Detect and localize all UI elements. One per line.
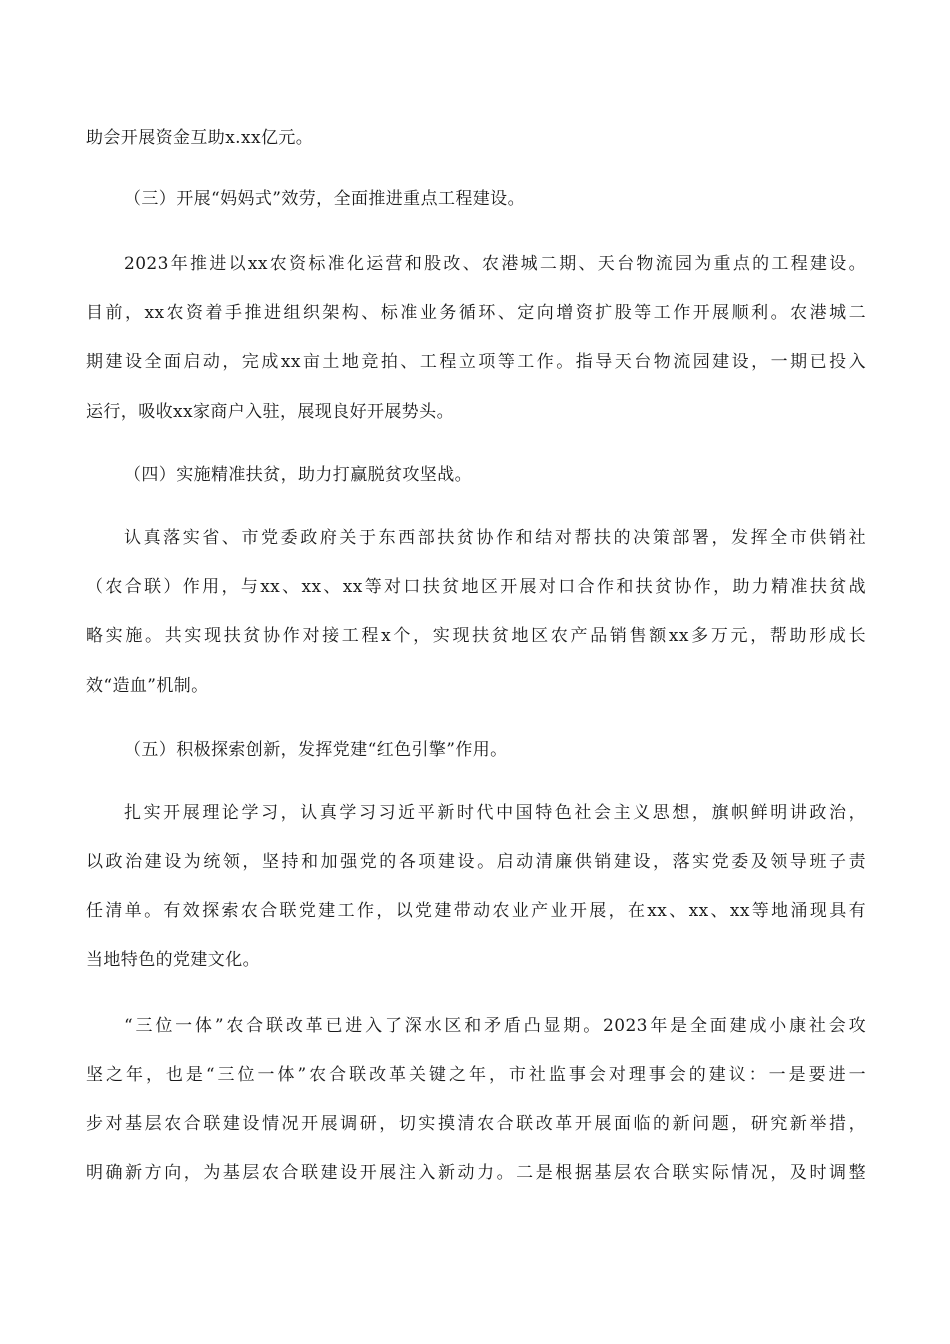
paragraph-line: 略实施。共实现扶贫协作对接工程x个，实现扶贫地区农产品销售额xx多万元，帮助形成长 <box>86 626 866 646</box>
paragraph-line: 以政治建设为统领，坚持和加强党的各项建设。启动清廉供销建设，落实党委及领导班子责 <box>86 852 866 872</box>
paragraph-line: （农合联）作用，与xx、xx、xx等对口扶贫地区开展对口合作和扶贫协作，助力精准扶贫战 <box>86 577 866 597</box>
paragraph-line: 步对基层农合联建设情况开展调研，切实摸清农合联改革开展面临的新问题，研究新举措， <box>86 1114 866 1134</box>
paragraph-line: 目前，xx农资着手推进组织架构、标准业务循环、定向增资扩股等工作开展顺利。农港城二 <box>86 303 866 323</box>
paragraph-line: “三位一体”农合联改革已进入了深水区和矛盾凸显期。2023年是全面建成小康社会攻 <box>124 1016 866 1036</box>
paragraph-line: 助会开展资金互助x.xx亿元。 <box>86 128 314 148</box>
paragraph-line: 2023年推进以xx农资标准化运营和股改、农港城二期、天台物流园为重点的工程建设。 <box>124 254 866 274</box>
section-heading-5: （五）积极探索创新，发挥党建“红色引擎”作用。 <box>124 740 508 760</box>
paragraph-line: 明确新方向，为基层农合联建设开展注入新动力。二是根据基层农合联实际情况，及时调整 <box>86 1163 866 1183</box>
section-heading-3: （三）开展“妈妈式”效劳，全面推进重点工程建设。 <box>124 189 525 209</box>
paragraph-line: 认真落实省、市党委政府关于东西部扶贫协作和结对帮扶的决策部署，发挥全市供销社 <box>124 528 866 548</box>
paragraph-line: 效“造血”机制。 <box>86 676 209 696</box>
paragraph-line: 扎实开展理论学习，认真学习习近平新时代中国特色社会主义思想，旗帜鲜明讲政治， <box>124 803 866 823</box>
paragraph-line: 运行，吸收xx家商户入驻，展现良好开展势头。 <box>86 402 454 422</box>
paragraph-line: 任清单。有效探索农合联党建工作，以党建带动农业产业开展，在xx、xx、xx等地涌现具有 <box>86 901 866 921</box>
paragraph-line: 坚之年，也是“三位一体”农合联改革关键之年，市社监事会对理事会的建议：一是要进一 <box>86 1065 866 1085</box>
section-heading-4: （四）实施精准扶贫，助力打赢脱贫攻坚战。 <box>124 465 472 485</box>
paragraph-line: 期建设全面启动，完成xx亩土地竞拍、工程立项等工作。指导天台物流园建设，一期已投入 <box>86 352 866 372</box>
paragraph-line: 当地特色的党建文化。 <box>86 950 260 970</box>
